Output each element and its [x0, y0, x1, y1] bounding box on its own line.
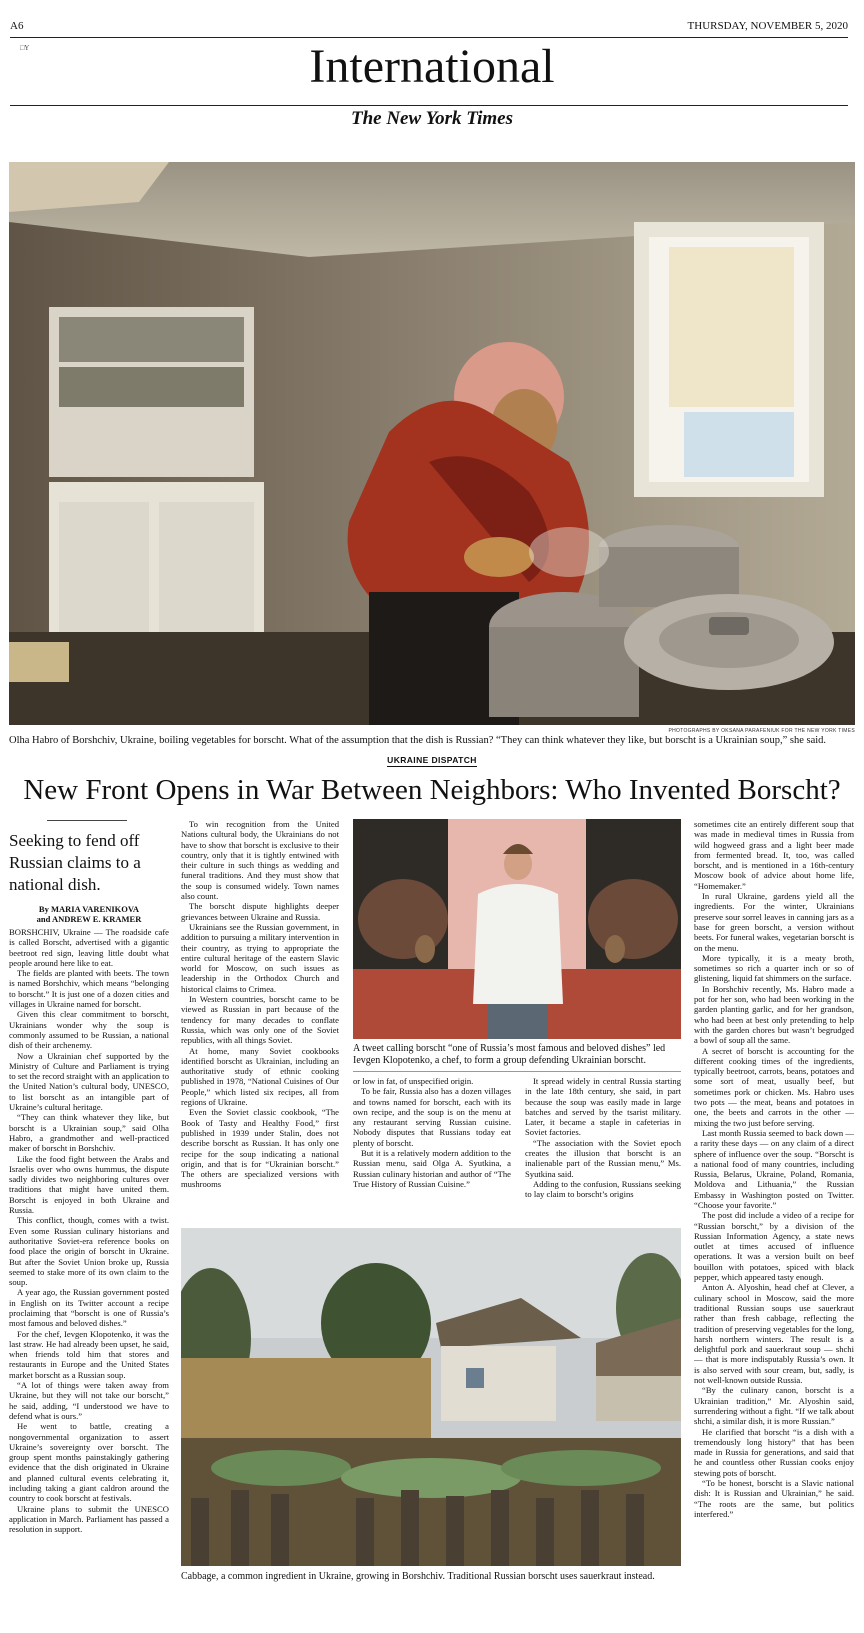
- article-column-5: [694, 819, 854, 1587]
- paragraph: The borscht dispute highlights deeper grievances between Ukraine and Russia.: [181, 901, 339, 922]
- article-column-4: [525, 1076, 681, 1216]
- lead-photo-illustration: [9, 162, 855, 725]
- page-header: [10, 20, 848, 36]
- chef-photo-illustration: [353, 819, 681, 1039]
- paragraph: But it is a relatively modern addition to the Russian menu, said Olga A. Syutkina, a Russian culinary historian and author of “The True History of Russian Cuisine.”: [353, 1148, 511, 1189]
- garden-photo-illustration: [181, 1228, 681, 1566]
- paragraph: Last month Russia seemed to back down — a rarity these days — on any claim of a direct sphere of influence over the soup. “Borscht is a national food of many countries, including Russia, Belarus, Ukraine, Poland, Romania, Moldova and Lithuania,” the Russian Embassy in Washington posted on Twitter. “Choose your favorite.”: [694, 1127, 854, 1210]
- paragraph: At home, many Soviet cookbooks identified borscht as Ukrainian, including an authoritative study of ethnic cooking published in 1978, “National Cuisines of Our People,” which listed six recipes, all from regions of Ukraine.: [181, 1045, 339, 1108]
- byline: [9, 904, 169, 924]
- byline-author-1: By MARIA VARENIKOVA: [38, 904, 140, 914]
- byline-author-2: and ANDREW E. KRAMER: [36, 914, 142, 924]
- garden-photo-caption: Cabbage, a common ingredient in Ukraine, growing in Borshchiv. Traditional Russian borscht uses sauerkraut instead.: [181, 1571, 655, 1582]
- headline: New Front Opens in War Between Neighbors: Who Invented Borscht?: [23, 774, 841, 806]
- lead-photo: [9, 162, 855, 725]
- paragraph: Like the food fight between the Arabs and Israelis over who owns hummus, the dispute sadly divides two neighboring cultures over traditions that might have united them. Borscht is enjoyed in both Ukraine and Russia.: [9, 1153, 169, 1216]
- paragraph: It spread widely in central Russia starting in the late 18th century, she said, in part because the soup was easily made in large batches and served by the tsarist military. Later, it became a staple in cafeterias in Soviet factories.: [525, 1076, 681, 1138]
- paragraph: or low in fat, of unspecified origin.: [353, 1076, 474, 1086]
- corner-mark: □Y: [20, 44, 30, 52]
- paragraph: For the chef, Ievgen Klopotenko, it was the last straw. He had already been upset, he said, when friends told him that stores and restaurants in Europe and the United States market borscht as a Russian soup.: [9, 1328, 169, 1380]
- kicker-label: UKRAINE DISPATCH: [387, 755, 477, 765]
- section-rule: [10, 105, 848, 106]
- paragraph: A year ago, the Russian government posted in English on its Twitter account a recipe proclaiming that “borscht is one of Russia’s most famous and beloved dishes.”: [9, 1287, 169, 1329]
- paragraph: BORSHCHIV, Ukraine — The roadside cafe is called Borscht, advertised with a gigantic beetroot red sign, leaving little doubt what people around here like to eat.: [9, 927, 169, 968]
- paragraph: “The association with the Soviet epoch creates the illusion that borscht is an inalienable part of the Russian menu,” Ms. Syutkina said.: [525, 1137, 681, 1179]
- caption-rule: [353, 1071, 681, 1072]
- masthead: The New York Times: [350, 108, 514, 129]
- paragraph: A secret of borscht is accounting for the different cooking times of the ingredients, typically beetroot, carrots, beans, potatoes and some sort of meat, usually beef, but sometimes pork or chicken. Ms. Habro uses two pots — the meat, beans and potatoes in one, the beets and carrots in the other — mixing the two just before serving.: [694, 1045, 854, 1128]
- paragraph: Adding to the confusion, Russians seeking to lay claim to borscht’s origins: [525, 1178, 681, 1200]
- paragraph: The fields are planted with beets. The town is named Borshchiv, which means “belonging to borscht.” It is just one of a dozen cities and villages in Ukraine named for borscht.: [9, 968, 169, 1010]
- lead-photo-caption: Olha Habro of Borshchiv, Ukraine, boiling vegetables for borscht. What of the assumption that the dish is Russian? “They can think whatever they like, but borscht is a Ukrainian soup,” she said.: [9, 735, 827, 746]
- dek-rule: [47, 820, 127, 821]
- paragraph: sometimes cite an entirely different soup that was made in medieval times in Russia from wild hogweed grass and a light beer made from fermented bread. It, too, was called borscht, and is mentioned in a 16th-century Moscow book of advice about home life, “Homemaker.”: [694, 819, 854, 891]
- paragraph: “They can think whatever they like, but borscht is a Ukrainian soup,” said Olha Habro, a grandmother and well-practiced maker of borscht in Borshchiv.: [9, 1112, 169, 1154]
- chef-photo: [353, 819, 681, 1039]
- paragraph: To be fair, Russia also has a dozen villages and towns named for borscht, each with its own recipe, and the soup is on the menu at any restaurant serving Russian cuisine. Nobody disputes that Russians today eat plenty of borscht.: [353, 1086, 511, 1148]
- paragraph: Anton A. Alyoshin, head chef at Clever, a culinary school in Moscow, said the more traditional Russian soups use sauerkraut rather than fresh cabbage, reflecting the tradition of preserving vegetables for the long, harsh northern winters. The result is a delightful pork and sauerkraut soup — shchi — that is more indisputably Russia’s own. It is also served with sour cream, but, sadly, is not well-known outside Russia.: [694, 1282, 854, 1386]
- dek: Seeking to fend off Russian claims to a national dish.: [9, 831, 141, 894]
- kicker: [0, 755, 864, 765]
- paragraph: “A lot of things were taken away from Ukraine, but they will not take our borscht,” he said, adding, “I understood we have to defend what is ours.”: [9, 1380, 169, 1421]
- paragraph: In Western countries, borscht came to be viewed as Russian in part because of the tendency for many decades to conflate Russia, which was only one of the Soviet republics, with all things Soviet.: [181, 994, 339, 1046]
- paragraph: Even the Soviet classic cookbook, “The Book of Tasty and Healthy Food,” first published in 1939 under Stalin, does not describe borscht as Russian. It has only one recipe for the soup indicating a national origin, and that is for “Ukrainian borscht.” The others are specialized versions with mushrooms: [181, 1107, 339, 1190]
- page-date: THURSDAY, NOVEMBER 5, 2020: [687, 20, 848, 32]
- article-column-3: [353, 1076, 511, 1216]
- article-column-2: [181, 819, 339, 1224]
- garden-photo: [181, 1228, 681, 1566]
- paragraph: Ukraine plans to submit the UNESCO application in March. Parliament has passed a resolution in support.: [9, 1503, 169, 1535]
- chef-photo-caption: A tweet calling borscht “one of Russia’s most famous and beloved dishes” led Ievgen Klopotenko, a chef, to form a group defending Ukrainian borscht.: [353, 1043, 666, 1066]
- paragraph: “To be honest, borscht is a Slavic national dish: It is Russian and Ukrainian,” he said. “The roots are the same, but politics interfered.”: [694, 1478, 854, 1519]
- paragraph: Ukrainians see the Russian government, in addition to pursuing a military intervention in their country, as trying to appropriate the entire cultural heritage of the eastern Slavic world for Moscow, on such issues as leadership in the Orthodox Church and historical claims to Crimea.: [181, 921, 339, 994]
- paragraph: The post did include a video of a recipe for “Russian borscht,” by a division of the Russian Information Agency, a state news outlet at times accused of influence operations. It was a version built on beef bouillon with potatoes, spiced with black pepper, which appeared tasty enough.: [694, 1210, 854, 1283]
- paragraph: He went to battle, creating a nongovernmental organization to assert Ukraine’s sovereignty over borscht. The group spent months painstakingly gathering evidence that the dish originated in Ukraine and planned cultural events celebrating it, including taking a giant caldron around the country to cook borscht at festivals.: [9, 1421, 169, 1504]
- paragraph: Now a Ukrainian chef supported by the Ministry of Culture and Parliament is trying to set the record straight with an application to the United Nation’s cultural body, UNESCO, to list borscht as an intangible part of Ukraine’s cultural heritage.: [9, 1050, 169, 1113]
- paragraph: To win recognition from the United Nations cultural body, the Ukrainians do not have to show that borscht is exclusive to their country, only that it is tightly entwined with their culture in such things as wedding and funeral traditions. And they must show that the soup is consumed widely. Town names also count.: [181, 819, 339, 902]
- page-number: A6: [10, 20, 24, 32]
- paragraph: In Borshchiv recently, Ms. Habro made a pot for her son, who had been working in the garden planting garlic, and for her grandson, who had been at best only pretending to help with the garden chores but wasn’t begrudged a bowl of soup all the same.: [694, 983, 854, 1046]
- paragraph: He clarified that borscht “is a dish with a tremendously long history” that has been made in Russia for generations, and said that he and countless other Russian cooks enjoy stewing pots of borscht.: [694, 1426, 854, 1478]
- paragraph: Given this clear commitment to borscht, Ukrainians wonder why the soup is commonly assumed to be Russian, a national dish of their archenemy.: [9, 1009, 169, 1051]
- paragraph: “By the culinary canon, borscht is a Ukrainian tradition,” Mr. Alyoshin said, surrendering without a fight. “If we talk about shchi, a similar dish, it is more Russian.”: [694, 1385, 854, 1427]
- paragraph: In rural Ukraine, gardens yield all the ingredients. For the winter, Ukrainians preserve sour sorrel leaves in canning jars as a base for green borscht, a version without beets. For funeral wakes, vegetarian borscht is on the menu.: [694, 891, 854, 953]
- section-title: International: [309, 40, 555, 93]
- article-column-1: [9, 927, 169, 1587]
- paragraph: More typically, it is a meaty broth, sometimes so rich a quarter inch or so of glistening, liquid fat shimmers on the surface.: [694, 952, 854, 984]
- lead-photo-credit: PHOTOGRAPHS BY OKSANA PARAFENIUK FOR THE NEW YORK TIMES: [668, 728, 855, 734]
- paragraph: This conflict, though, comes with a twist. Even some Russian culinary historians and authoritative Soviet-era reference books on food place the origin of borscht in Ukraine. But after the Soviet Union broke up, Russia seemed to stake more of its own claim to the soup.: [9, 1215, 169, 1288]
